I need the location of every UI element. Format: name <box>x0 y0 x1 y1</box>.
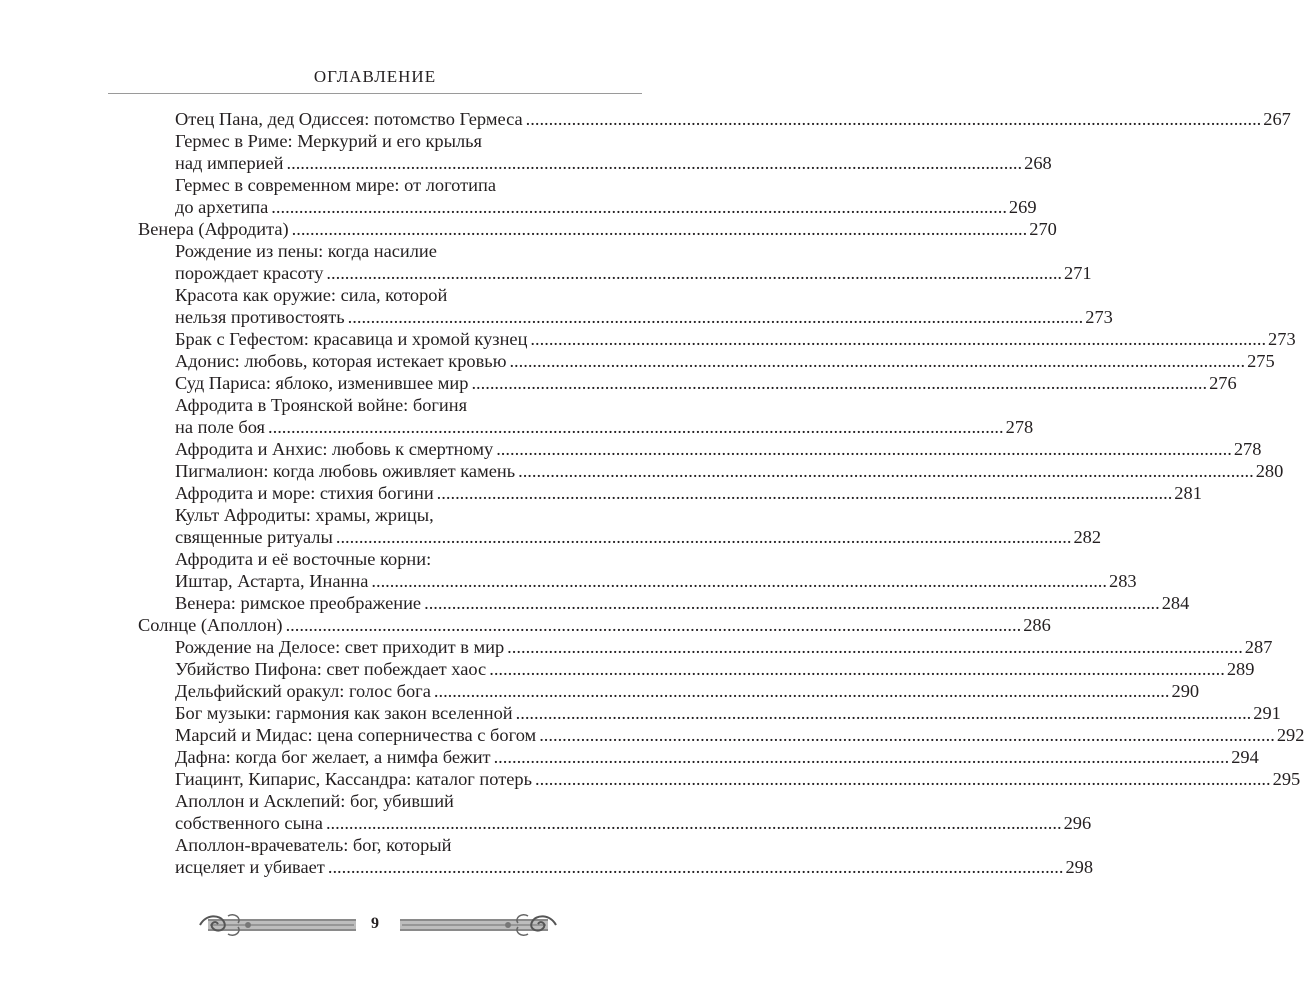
page-footer <box>0 910 750 940</box>
toc-entry-line <box>0 834 750 856</box>
toc-entry-title: Афродита в Троянской войне: богиня <box>175 395 468 415</box>
dot-leader: ................................................................................................................................................................ <box>347 307 1084 327</box>
toc-page-number: 273 <box>1085 307 1113 327</box>
toc-subsection-entry[interactable] <box>0 592 1190 614</box>
toc-entry-title: Красота как оружие: сила, которой <box>175 285 448 305</box>
toc-entry-line <box>175 702 1281 724</box>
toc-subsection-entry[interactable] <box>0 350 1275 372</box>
table-of-contents <box>0 108 1304 878</box>
toc-entry-line <box>175 636 1273 658</box>
running-header: ОГЛАВЛЕНИЕ <box>313 67 437 86</box>
toc-entry-line <box>175 460 1284 482</box>
right-scroll-ornament-icon <box>398 910 558 940</box>
header-rule <box>108 93 642 94</box>
page-number: 9 <box>371 915 379 932</box>
toc-entry-title: Брак с Гефестом: красавица и хромой кузнец <box>175 329 528 349</box>
toc-entry-line <box>175 262 1092 284</box>
toc-subsection-entry[interactable] <box>0 636 1273 658</box>
dot-leader: ................................................................................................................................................................ <box>335 527 1072 547</box>
toc-entry-line <box>175 856 1094 878</box>
toc-subsection-entry[interactable] <box>0 482 1202 504</box>
toc-entry-title: священные ритуалы <box>175 527 333 547</box>
toc-entry-line <box>0 394 750 416</box>
toc-page-number: 282 <box>1073 527 1102 547</box>
toc-entry-line <box>175 196 1037 218</box>
toc-subsection-entry[interactable] <box>0 394 1034 438</box>
toc-page-number: 275 <box>1247 351 1275 371</box>
toc-page-number: 294 <box>1231 747 1259 767</box>
toc-entry-line <box>175 658 1255 680</box>
toc-entry-title: Гермес в Риме: Меркурий и его крылья <box>175 131 482 151</box>
dot-leader: ................................................................................................................................................................ <box>325 813 1062 833</box>
toc-entry-title: Гермес в современном мире: от логотипа <box>175 175 496 195</box>
toc-section-entry[interactable] <box>0 614 1051 636</box>
toc-entry-title: Пигмалион: когда любовь оживляет камень <box>175 461 516 481</box>
dot-leader: ................................................................................................................................................................ <box>525 109 1262 129</box>
toc-page-number: 278 <box>1233 439 1262 459</box>
toc-entry-title: Аполлон и Асклепий: бог, убивший <box>175 791 454 811</box>
dot-leader: ................................................................................................................................................................ <box>471 373 1208 393</box>
toc-entry-line <box>175 416 1034 438</box>
toc-page-number: 276 <box>1209 373 1237 393</box>
dot-leader: ................................................................................................................................................................ <box>326 263 1063 283</box>
dot-leader: ................................................................................................................................................................ <box>530 329 1267 349</box>
toc-page-number: 290 <box>1171 681 1200 701</box>
toc-entry-line <box>138 614 1051 636</box>
toc-entry-line <box>175 746 1259 768</box>
toc-subsection-entry[interactable] <box>0 284 1113 328</box>
toc-entry-line <box>175 306 1113 328</box>
toc-entry-line <box>175 152 1052 174</box>
toc-subsection-entry[interactable] <box>0 834 1094 878</box>
toc-entry-title: Отец Пана, дед Одиссея: потомство Гермеса <box>175 109 523 129</box>
toc-entry-title: Рождение из пены: когда насилие <box>175 241 437 261</box>
toc-subsection-entry[interactable] <box>0 724 1304 746</box>
toc-entry-title: порождает красоту <box>175 263 324 283</box>
toc-page-number: 268 <box>1024 153 1052 173</box>
toc-entry-line <box>175 570 1137 592</box>
toc-entry-line <box>175 680 1200 702</box>
toc-subsection-entry[interactable] <box>0 438 1262 460</box>
toc-entry-title: Афродита и Анхис: любовь к смертному <box>175 439 494 459</box>
dot-leader: ................................................................................................................................................................ <box>493 747 1230 767</box>
toc-entry-line <box>175 328 1296 350</box>
toc-subsection-entry[interactable] <box>0 658 1255 680</box>
toc-entry-title: Солнце (Аполлон) <box>138 615 283 635</box>
toc-page-number: 289 <box>1226 659 1255 679</box>
dot-leader: ................................................................................................................................................................ <box>507 637 1243 657</box>
dot-leader: ................................................................................................................................................................ <box>518 461 1254 481</box>
toc-subsection-entry[interactable] <box>0 108 1291 130</box>
toc-entry-line <box>175 372 1237 394</box>
toc-section-entry[interactable] <box>0 218 1057 240</box>
toc-subsection-entry[interactable] <box>0 372 1237 394</box>
dot-leader: ................................................................................................................................................................ <box>268 417 1004 437</box>
toc-subsection-entry[interactable] <box>0 328 1296 350</box>
dot-leader: ................................................................................................................................................................ <box>424 593 1160 613</box>
toc-subsection-entry[interactable] <box>0 768 1301 790</box>
toc-entry-title: Марсий и Мидас: цена соперничества с богом <box>175 725 537 745</box>
dot-leader: ................................................................................................................................................................ <box>539 725 1275 745</box>
toc-entry-title: Венера (Афродита) <box>138 219 289 239</box>
toc-entry-title: Иштар, Астарта, Инанна <box>175 571 369 591</box>
toc-page-number: 269 <box>1008 197 1037 217</box>
toc-entry-title: на поле боя <box>175 417 265 437</box>
dot-leader: ................................................................................................................................................................ <box>286 153 1023 173</box>
toc-entry-line <box>175 438 1262 460</box>
toc-entry-line <box>138 218 1057 240</box>
toc-entry-title: Афродита и море: стихия богини <box>175 483 434 503</box>
toc-page-number: 283 <box>1109 571 1137 591</box>
toc-entry-line <box>175 592 1190 614</box>
toc-page-number: 286 <box>1023 615 1051 635</box>
toc-entry-line <box>0 284 750 306</box>
toc-page-number: 284 <box>1161 593 1190 613</box>
toc-entry-line <box>0 790 750 812</box>
toc-subsection-entry[interactable] <box>0 680 1200 702</box>
toc-entry-line <box>175 724 1304 746</box>
toc-entry-line <box>0 174 750 196</box>
toc-entry-title: собственного сына <box>175 813 323 833</box>
toc-entry-title: Суд Париса: яблоко, изменившее мир <box>175 373 469 393</box>
dot-leader: ................................................................................................................................................................ <box>327 857 1064 877</box>
toc-page-number: 291 <box>1253 703 1281 723</box>
toc-entry-line <box>0 130 750 152</box>
dot-leader: ................................................................................................................................................................ <box>535 769 1271 789</box>
toc-entry-title: Аполлон-врачеватель: бог, который <box>175 835 452 855</box>
toc-entry-title: Дафна: когда бог желает, а нимфа бежит <box>175 747 491 767</box>
toc-entry-title: Культ Афродиты: храмы, жрицы, <box>175 505 434 525</box>
toc-page-number: 271 <box>1064 263 1092 283</box>
dot-leader: ................................................................................................................................................................ <box>271 197 1007 217</box>
toc-entry-line <box>175 108 1291 130</box>
toc-entry-line <box>175 526 1102 548</box>
toc-subsection-entry[interactable] <box>0 790 1092 834</box>
toc-entry-title: Рождение на Делосе: свет приходит в мир <box>175 637 505 657</box>
dot-leader: ................................................................................................................................................................ <box>496 439 1232 459</box>
toc-page-number: 280 <box>1255 461 1284 481</box>
toc-entry-line <box>0 240 750 262</box>
toc-page-number: 295 <box>1272 769 1301 789</box>
toc-page-number: 281 <box>1174 483 1202 503</box>
toc-subsection-entry[interactable] <box>0 746 1259 768</box>
toc-subsection-entry[interactable] <box>0 702 1281 724</box>
toc-entry-line <box>175 350 1275 372</box>
dot-leader: ................................................................................................................................................................ <box>489 659 1225 679</box>
toc-subsection-entry[interactable] <box>0 130 1052 174</box>
toc-page-number: 287 <box>1244 637 1273 657</box>
toc-entry-title: Афродита и её восточные корни: <box>175 549 432 569</box>
toc-subsection-entry[interactable] <box>0 240 1092 284</box>
toc-entry-line <box>175 768 1301 790</box>
dot-leader: ................................................................................................................................................................ <box>515 703 1252 723</box>
toc-subsection-entry[interactable] <box>0 460 1284 482</box>
toc-entry-title: Адонис: любовь, которая истекает кровью <box>175 351 507 371</box>
toc-entry-title: нельзя противостоять <box>175 307 345 327</box>
toc-entry-title: исцеляет и убивает <box>175 857 325 877</box>
toc-subsection-entry[interactable] <box>0 504 1102 548</box>
dot-leader: ................................................................................................................................................................ <box>436 483 1173 503</box>
toc-entry-line <box>175 812 1092 834</box>
toc-entry-title: Бог музыки: гармония как закон вселенной <box>175 703 513 723</box>
toc-page-number: 296 <box>1063 813 1092 833</box>
dot-leader: ................................................................................................................................................................ <box>291 219 1028 239</box>
dot-leader: ................................................................................................................................................................ <box>285 615 1022 635</box>
toc-entry-title: над империей <box>175 153 284 173</box>
toc-entry-title: Дельфийский оракул: голос бога <box>175 681 431 701</box>
toc-entry-line <box>0 548 750 570</box>
toc-entry-title: до архетипа <box>175 197 269 217</box>
toc-page-number: 267 <box>1263 109 1291 129</box>
toc-subsection-entry[interactable] <box>0 548 1137 592</box>
toc-page-number: 270 <box>1029 219 1057 239</box>
toc-entry-line <box>0 504 750 526</box>
toc-page-number: 292 <box>1276 725 1304 745</box>
toc-entry-title: Гиацинт, Кипарис, Кассандра: каталог потерь <box>175 769 532 789</box>
dot-leader: ................................................................................................................................................................ <box>509 351 1246 371</box>
toc-entry-title: Венера: римское преображение <box>175 593 422 613</box>
toc-page-number: 278 <box>1005 417 1034 437</box>
toc-page-number: 298 <box>1065 857 1094 877</box>
toc-subsection-entry[interactable] <box>0 174 1037 218</box>
dot-leader: ................................................................................................................................................................ <box>371 571 1107 591</box>
toc-entry-title: Убийство Пифона: свет побеждает хаос <box>175 659 487 679</box>
dot-leader: ................................................................................................................................................................ <box>433 681 1170 701</box>
toc-entry-line <box>175 482 1202 504</box>
toc-page-number: 273 <box>1268 329 1296 349</box>
